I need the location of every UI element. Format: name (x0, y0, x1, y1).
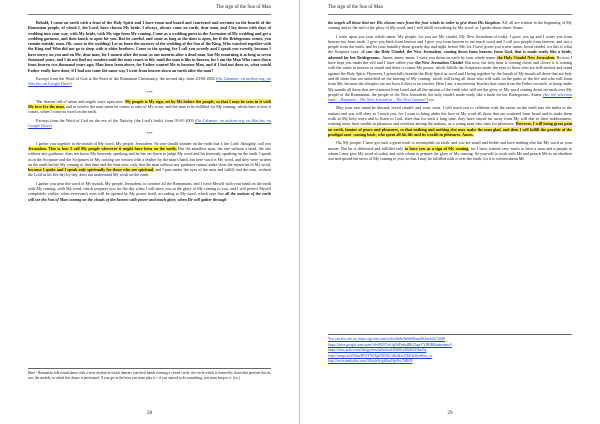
header-title: The sign of the Son of Man (216, 5, 271, 10)
page-body (328, 20, 572, 161)
paragraph: Oh, My people, I have got such a great work to accomplish on earth, and you are small and feeble and have nothing else but My word as your master. But he is delivered and fulfilled only to have you as a sign of My coming, for I have wanted very much to have a man and a people to whom I may give My word of today, and with whom to prepare the glory of My coming. So yourself to work with Me and preach Me as an obedient son and spread the news of My coming to you, so that I may be fulfilled with it over the earth, for it is written about Me (328, 140, 573, 162)
footnote-link[interactable]: https://mega.nz/#!6kszRVSY!kTIgn9XNJb1dEi4kw2QbEZzlhoe8yrs_tu (328, 353, 433, 358)
highlighted-text: My people is My sign, set by Me before the people, so that I may be seen in it with My love for the man, (28, 98, 271, 110)
source-links[interactable]: (On Calameo; on archive.org; on files.fm; on Google Drive) (28, 117, 271, 129)
footnote-link[interactable]: You can also see on: https://tgyclan.com/rs/de2de8b/8e8e9dbaaa9b3aadd2c7a5d8 (328, 337, 445, 341)
page-number: 29 (447, 411, 453, 416)
paragraph: The heaven full of saints and angels stays open now. My people is My sign, set by Me before the people, so that I may be seen in it with My love for the man, and to receive the man when he comes to take of My voice, and the man to be fulfilled for My coming, which here is how it comes, when I come as word on the earth. (28, 98, 271, 115)
separator: *** (146, 131, 153, 137)
separator: *** (146, 89, 153, 95)
paragraph: I write upon you your whole name, My people, for you are My citadel, My New Jerusalem of today. I grow you up and I water you from heaven not from earth. I give you birth from heaven and I give you from heaven to eat much word and I call you people from heaven, and not a people from the earth, and let your humility shine greatly day and night before Me, for I have given you a new name, loved citadel, for this is what the Scripture says: «I saw the Holy Citadel, the New Jerusalem, coming down from heaven, from God, that is made ready like a bride, adorned for her Bridegroom». Amen, amen, amen, I write you down on earth by your whole name: the Holy Citadel New Jerusalem. By now I have kept you under the veil and I have called you: the New Jerusalem Citadel. But now, the holy time is coming closer and closer, it is coming with the saints in heaven as sound and there it comes My power, which fulfills the Scriptures under the eyes of those who are stiff-necked and stand against the Holy Spirit. However, I powerfully breathe the Holy Spirit as word and I bring together by the breath of My mouth all those that are holy and all those that are sanctified on the hearing of My coming, which will bring all those who will walk on the paths of the life and who will learn from Me, because the disciples are not born if there is no teacher. Here I am, a mysterious Teacher that came from the Father on earth, to bring under My mantle all those that are scattered from Israel and all the nations of the earth who will see the glory of My word coming down on earth over My people of the Romanians, the people of the New Jerusalem, the holy citadel, made ready like a bride for her Bridegroom. Amen: (See the selection topic: „Romania – The New Jerusalem – The New Canaan”) r.n. (328, 33, 573, 103)
running-header (328, 4, 572, 15)
paragraph: I gather you together in the mouth of My word, My people, Jerusalem. No one should wonder on the earth that I, the Lord, Almighty, call you Jerusalem. This is how I call My people wherever it might have been on the earth. But the mindless man, the one without a head, the one without any guidance, does not know My heavenly speaking and he has set down to judge My word and his heavenly speaking on the earth. I speak as in the Scripture and the Scriptures of My coming are written with a feather by the man's hand, but here word is My word, and they were written on the earth before My coming of that time and the time now, only that the man without any guidance cannot make clear the mysteries of My word, because I spoke and I speak only spiritually for those who are spiritual, and I pass under the eyes of the man and fulfill, and the man, without the Lord in his life day by day, does not understand My work on the earth. (28, 140, 271, 178)
page-body (28, 20, 271, 202)
paragraph: Behold, I come on earth with a feast of the Holy Spirit and I have room and board and courtyard and servants on the hearth of the Romanian people, of which I, the Lord, have chosen My bride. I always, always come on earth, dear man, and I lay down with days of wedding into your way, with My bride, with My sign from My coming. Come as a wedding guest in the Ascension of My wedding and get a wedding garment, and then knock to open for you. But be careful, and come as long as the door is open, for if the Bridegroom comes, you remain outside, man. Oh, come to the wedding! Let us learn the mystery of the wedding of the Son of the King, Who watched together with the King and Who did not go to sleep with is older brothers. Come to the spring, for I call you sweetly and I speak you sweetly, because I have mercy on you and on Me, dear man, for I mourn after the man, as one mourns after a dead man, but My mourning is as long as seven thousand years, and I do not find my comfort until the man comes to life, until the man is like in heaven, for I am the Man Who came down from heaven two thousand years ago; Man born from above, for Father wanted Me to become Man, and if I had not done so, what would Father really have done, if I had not come the same way I went from heaven down on earth after the man? (28, 20, 271, 73)
source-links[interactable]: (On Calameo; on archive.org; on files.fm; on Google Drive) (28, 75, 271, 87)
page-number: 28 (147, 411, 152, 416)
paragraph: I gather you near the word of My mouth, My people, Jerusalem, to comfort all the Romanians, and I write Myself with your hand on the earth with My coming, with My word, which prepares you for the day when I will show you in the glory of My coming to you, and I will perfect Myself completely visible, when everyone's eyes will be opened by My power itself, according to My word, which says that all the nations of the earth will see the Son of Man coming on the clouds of the heaven with power and much glory, when He will gather through (28, 180, 272, 202)
header-title: The sign of the Son of Man (328, 5, 383, 10)
paragraph: May your new name be blessed, loved citadel, and soon, soon, I will teach you to celebrate with the saints on the earth into the midst of the nations and you will obey as I teach you, for I want to bring under the love of My word all those that are scattered from Israel and to make them walk in My holy ways and to listen to God, after that for such a long time, they have stayed far away from My will due to their stubbornness, wasting away their wealth in pleasures and revelries among the nations, as a young man who lusts for pleasures. However, I will bring great pain on earth, famine of peace and pleasures, so that nothing and nothing else may make the man glad, and then I will fulfill the parable of the prodigal sons' coming back, who spent all his life and its wealth in pleasures. Amen. (328, 105, 572, 137)
running-header (28, 4, 271, 15)
excerpt-source: Excerpt from the Word of God on the eve of the Nativity (the Lord's birth), from 05-01-2003 (On Calameo; on archive.org; on files.fm; on Google Drive) (28, 117, 271, 129)
footnote: Here - Romanian folk round dance with a slow rhythm in which dancers join their hands forming a closed circle; the circle which is formed by those that perform this dance; the melody to which this dance is performed. If you get in the hora you must play it = if you started to do something, you must keep to it. (r.n.) (28, 371, 271, 380)
paragraph: the angels all those that are His chosen ones from the four winds in order to give them His kingdom. All, all are written in the beginning of My coming and in the end of the glory of My word, and I will fulfill everything by My word, as I spoke about them. Amen. (328, 20, 572, 31)
footnote-link[interactable]: https://docs.zoho.com/file/qjzrhcwh4fm1ea2494b9cf402d62f36a45a (328, 348, 427, 352)
excerpt-source: Excerpt from the Word of God at the Feast of the Romanian Christianity, the second day, from 23-06-2002 (On Calameo; on archive.org; on files.fm; on Google Drive) (28, 75, 271, 87)
right-page (300, 0, 600, 424)
topic-link[interactable]: (See the selection topic: „Romania – The New Jerusalem – The New Canaan”) (328, 91, 572, 103)
footnotes (328, 334, 572, 365)
highlighted-text: because I spoke and I speak only spiritually for those who are spiritual, (28, 167, 155, 173)
footnotes (28, 368, 271, 381)
highlighted-text: Jerusalem. This is how I call My people wherever it might have been on the earth. (28, 145, 177, 151)
highlighted-text: However, I will bring great pain on earth, famine of peace and pleasures, so that nothing and nothing else may make the man glad, and then I will fulfill the parable of the prodigal sons' coming back, who spent all his life and its wealth in pleasures. Amen. (328, 121, 572, 137)
highlighted-text: to have you as a sign of My coming, (404, 145, 470, 151)
footnote-link[interactable]: https://drive.google.com/open?id=0B0V5n1IgNdPpekdRKZhgnVYRHBlkhnhemnw9 (328, 342, 452, 347)
footnote-link[interactable]: http://www.mediafire.com/?dhijsh4yfgk8sp16pJ6w7b8Ef8 (328, 359, 413, 363)
highlighted-text: the Holy Citadel New Jerusalem. (497, 54, 556, 60)
